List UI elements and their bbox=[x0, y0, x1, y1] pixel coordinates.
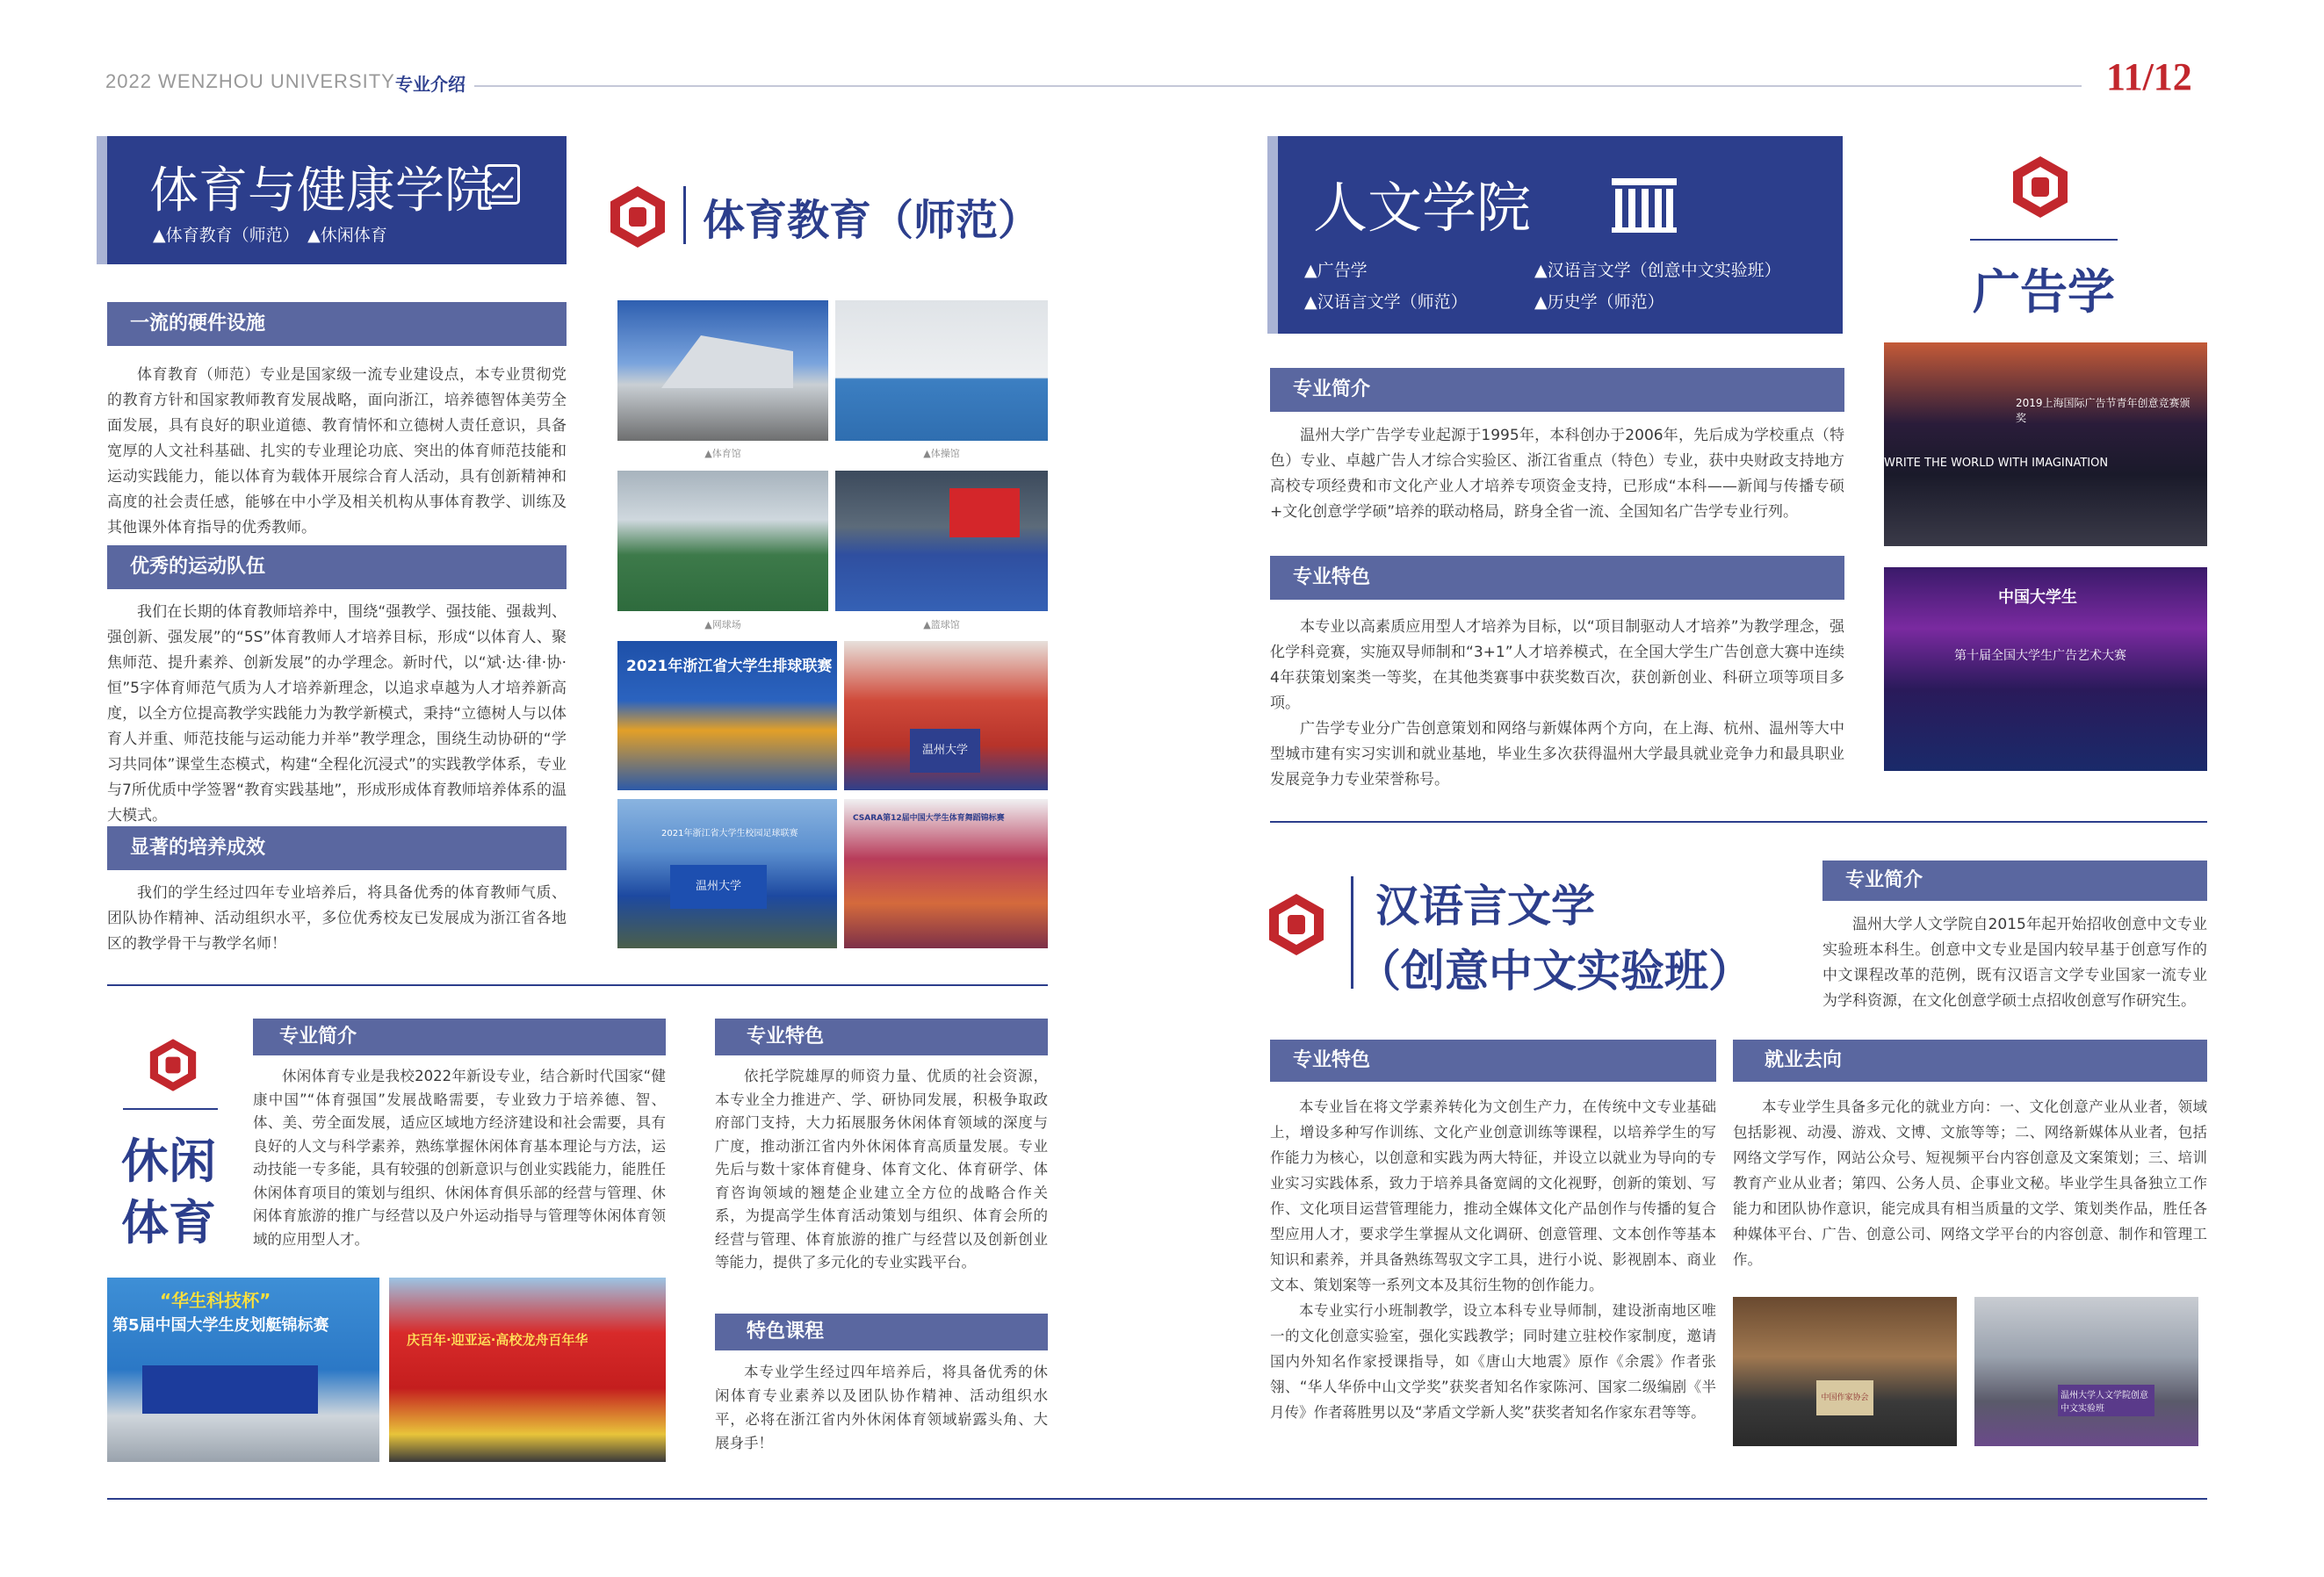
cn-section-feature: 专业特色 bbox=[1270, 1040, 1716, 1082]
humanities-major-cn-creative: ▲汉语言文学（创意中文实验班） bbox=[1534, 261, 1781, 280]
photo-banner-text: 2021年浙江省大学生排球联赛 bbox=[626, 658, 833, 675]
caption-tennis: ▲网球场 bbox=[704, 619, 741, 630]
section-results: 显著的培养成效 bbox=[107, 826, 567, 870]
leisure-title-rule bbox=[123, 1108, 218, 1110]
humanities-major-history: ▲历史学（师范） bbox=[1534, 292, 1664, 312]
photo-gym bbox=[617, 300, 828, 441]
photo-ad-award bbox=[1884, 342, 2207, 546]
photo-cn-banner: 温州大学人文学院创意中文实验班 bbox=[2058, 1385, 2154, 1416]
photo-cn-plaque: 中国作家协会 bbox=[1816, 1380, 1873, 1415]
humanities-college-banner bbox=[1278, 136, 1843, 334]
text-results: 我们的学生经过四年专业培养后，将具备优秀的体育教师气质、团队协作精神、活动组织水平，多位优秀校友已发展成为浙江省各地区的教学骨干与教学名师！ bbox=[107, 884, 567, 953]
leisure-text-intro: 休闲体育专业是我校2022年新设专业，结合新时代国家“健康中国”“体育强国”发展战略需要，专业致力于培养德、智、体、美、劳全面发展，适应区域地方经济建设和社会需要，具有良好的人文与科学素养，熟练掌握休闲体育基本理论与方法，运动技能一专多能，具有较强的创新意识与创业实践能力，能胜任休闲体育项目的策划与组织、休闲体育俱乐部的经营与管理、休闲体育旅游的推广与经营以及户外运动指导与管理等休闲体育领域的应用型人才。 bbox=[253, 1068, 666, 1248]
sports-college-title: 体育与健康学院 bbox=[149, 162, 494, 220]
cn-title-divider bbox=[1351, 876, 1353, 989]
cn-text-feature: 本专业旨在将文学素养转化为文创生产力，在传统中文专业基础上，增设多种写作训练、文化产业创意训练等课程，以培养学生的写作能力为核心，以创意和实践为两大特征，并设立以就业为导向的专业实习实践体系，致力于培养具备宽阔的文化视野，创新的策划、写作、文化项目运营管理能力，推动全媒体文化产品创作与传播的复合型应用人才，要求学生掌握从文化调研、创意管理、文本创作等基本知识和素养，并具备熟练驾驭文字工具，进行小说、影视剧本、商业文本、策划案等一系列文本及其衍生物的创作能力。 本专业实行小班制教学，设立本科专业导师制，建设浙南地区唯一的文化创意实验室，强化实践教学；同时建立驻校作家制度，邀请国内外知名作家授课指导，如《唐山大地震》原作《余震》作者张翎、“华人华侨中山文学奖”获奖者知名作家陈河、国家二级编剧《半月传》作者蒋胜男以及“茅盾文学新人奖”获奖者知名作家东君等等。 bbox=[1270, 1098, 1716, 1421]
photo-ad-contest-l2: 第十届全国大学生广告艺术大赛 bbox=[1954, 649, 2126, 663]
cn-section-jobs: 就业去向 bbox=[1733, 1040, 2207, 1082]
humanities-major-ad: ▲广告学 bbox=[1304, 261, 1368, 280]
photo-banner-text-2: 2021年浙江省大学生校园足球联赛 bbox=[661, 829, 798, 839]
ad-title-rule bbox=[1970, 239, 2118, 241]
cn-section-intro: 专业简介 bbox=[1822, 861, 2207, 901]
humanities-major-cn-teacher: ▲汉语言文学（师范） bbox=[1304, 292, 1468, 312]
chart-icon bbox=[485, 164, 520, 205]
leisure-title-2: 体育 bbox=[121, 1195, 216, 1250]
photo-basketball bbox=[835, 471, 1048, 611]
ad-section-intro: 专业简介 bbox=[1270, 368, 1844, 412]
caption-gym: ▲体育馆 bbox=[704, 448, 741, 459]
leisure-section-course: 特色课程 bbox=[715, 1314, 1048, 1350]
leisure-text-course: 本专业学生经过四年培养后，将具备优秀的休闲体育专业素养以及团队协作精神、活动组织水平，必将在浙江省内外休闲体育领域崭露头角、大展身手！ bbox=[715, 1364, 1048, 1451]
divider-right bbox=[1270, 821, 2207, 823]
major-title-pe: 体育教育（师范） bbox=[703, 196, 1041, 245]
ad-text-feature: 本专业以高素质应用型人才培养为目标，以“项目制驱动人才培养”为教学理念，强化学科竞赛，实施双导师制和“3+1”人才培养模式，在全国大学生广告创意大赛中连续4年获策划案类一等奖，在其他类赛事中获奖数百次，获创新创业、科研立项等项目多项。 广告学专业分广告创意策划和网络与新媒体两个方向，在上海、杭州、温州等大中型城市建有实习实训和就业基地，毕业生多次获得温州大学最具就业竞争力和最具职业发展竞争力专业荣誉称号。 bbox=[1270, 618, 1844, 788]
photo-banner-text-3: CSARA第12届中国大学生体育舞蹈锦标赛 bbox=[853, 814, 1005, 823]
caption-gymnastics: ▲体操馆 bbox=[923, 448, 960, 459]
cn-title-1: 汉语言文学 bbox=[1375, 881, 1595, 932]
leisure-text-feature: 依托学院雄厚的师资力量、优质的社会资源，本专业全力推进产、学、研协同发展，积极争取政府部门支持，大力拓展服务休闲体育领域的深度与广度，推动浙江省内外休闲体育高质量发展。专业先后与数十家体育健身、体育文化、体育研学、体育咨询领域的翘楚企业建立全方位的战略合作关系，为提高学生体育活动策划与组织、体育会所的经营与管理、体育旅游的推广与经营以及创新创业等能力，提供了多元化的专业实践平台。 bbox=[715, 1068, 1048, 1271]
header-university: 2022 WENZHOU UNIVERSITY bbox=[105, 70, 395, 92]
photo-dance-team bbox=[844, 799, 1048, 948]
photo-volleyball-team bbox=[617, 641, 837, 790]
section-teams: 优秀的运动队伍 bbox=[107, 545, 567, 589]
header-rule bbox=[474, 85, 2082, 87]
photo-ad-contest-l1: 中国大学生 bbox=[1998, 588, 2077, 607]
leisure-icon bbox=[150, 1039, 197, 1091]
photo-kayak-l2: 第5届中国大学生皮划艇锦标赛 bbox=[112, 1316, 329, 1335]
leisure-section-feature: 专业特色 bbox=[715, 1019, 1048, 1055]
cn-text-intro: 温州大学人文学院自2015年起开始招收创意中文专业实验班本科生。创意中文专业是国内较早基于创意写作的中文课程改革的范例，既有汉语言文学专业国家一流专业为学科资源，在文化创意学硕士点招收创意写作研究生。 bbox=[1822, 916, 2207, 1010]
ad-title: 广告学 bbox=[1973, 264, 2115, 320]
ad-icon bbox=[2013, 156, 2068, 218]
page-number: 11/12 bbox=[2106, 55, 2192, 98]
sports-college-banner bbox=[107, 136, 567, 264]
photo-team-flag bbox=[844, 641, 1048, 790]
flag-text: 温州大学 bbox=[910, 729, 980, 773]
photo-kayak-l1: “华生科技杯” bbox=[160, 1290, 271, 1311]
header-section: 专业介绍 bbox=[395, 74, 466, 95]
photo-gymnastics bbox=[835, 300, 1048, 441]
bottom-rule bbox=[107, 1498, 2207, 1500]
photo-tennis bbox=[617, 471, 828, 611]
cn-icon bbox=[1269, 894, 1324, 955]
sports-majors: ▲体育教育（师范） ▲休闲体育 bbox=[153, 226, 387, 245]
cn-title-2: （创意中文实验班） bbox=[1357, 946, 1752, 997]
columns-icon bbox=[1610, 178, 1678, 236]
divider-left bbox=[107, 984, 1048, 986]
text-teams: 我们在长期的体育教师培养中，围绕“强教学、强技能、强裁判、强创新、强发展”的“5S”体育教师人才培养目标，形成“以体育人、聚焦师范、提升素养、创新发展”的办学理念。新时代，以“斌·达·律·协·恒”5字体育师范气质为人才培养新理念，以追求卓越为人才培养新高度，以全方位提高教学实践能力为教学新模式，秉持“立德树人与以体育人并重、师范技能与运动能力并举”教学理念，围绕生动协研的“学习共同体”课堂生态模式，构建“全程化沉浸式”的实践教学体系，专业与7所优质中学签署“教育实践基地”，形成形成体育教师培养体系的温大模式。 bbox=[107, 603, 567, 825]
photo-football-team bbox=[617, 799, 837, 948]
flag-text-2: 温州大学 bbox=[670, 865, 767, 909]
cn-text-jobs: 本专业学生具备多元化的就业方向：一、文化创意产业从业者，领域包括影视、动漫、游戏、文博、文旅等等；二、网络新媒体从业者，包括网络文学写作，网站公众号、短视频平台内容创意及文案策划；三、培训教育产业从业者；第四、公务人员、企事业文秘。毕业学生具备独立工作能力和团队协作意识，能完成具有相当质量的文学、策划类作品，胜任各种媒体平台、广告、创意公司、网络文学平台的内容创意、制作和管理工作。 bbox=[1733, 1098, 2207, 1268]
photo-ad-award-bg: WRITE THE WORLD WITH IMAGINATION bbox=[1884, 457, 2109, 470]
photo-cn-class bbox=[1974, 1297, 2198, 1446]
photo-kayak bbox=[107, 1278, 379, 1462]
photo-ad-contest bbox=[1884, 567, 2207, 771]
photo-ad-award-text: 2019上海国际广告节青年创意竞赛颁奖 bbox=[2016, 397, 2190, 424]
ad-section-feature: 专业特色 bbox=[1270, 556, 1844, 600]
ad-text-intro: 温州大学广告学专业起源于1995年，本科创办于2006年，先后成为学校重点（特色）专业、卓越广告人才综合实验区、浙江省重点（特色）专业，获中央财政支持地方高校专项经费和市文化产业人才培养专项资金支持，已形成“本科——新闻与传播专硕+文化创意学学硕”培养的联动格局，跻身全省一流、全国知名广告学专业行列。 bbox=[1270, 427, 1844, 521]
major-icon bbox=[610, 186, 665, 248]
caption-basketball: ▲篮球馆 bbox=[923, 619, 960, 630]
photo-dragon-boat bbox=[389, 1278, 666, 1462]
title-divider bbox=[683, 186, 686, 244]
photo-dragon-text: 庆百年·迎亚运·高校龙舟百年华 bbox=[407, 1332, 588, 1348]
text-hardware: 体育教育（师范）专业是国家级一流专业建设点，本专业贯彻党的教育方针和国家教师教育发展战略，面向浙江，培养德智体美劳全面发展，具有良好的职业道德、教育情怀和立德树人责任意识，具备宽厚的人文社科基础、扎实的专业理论功底、突出的体育师范技能和运动实践能力，能以体育为载体开展综合育人活动，具有创新精神和高度的社会责任感，能够在中小学及相关机构从事体育教学、训练及其他课外体育指导的优秀教师。 bbox=[107, 366, 567, 536]
leisure-section-intro: 专业简介 bbox=[253, 1019, 666, 1055]
section-hardware: 一流的硬件设施 bbox=[107, 302, 567, 346]
photo-cn-ceremony bbox=[1733, 1297, 1957, 1446]
humanities-college-title: 人文学院 bbox=[1313, 176, 1532, 240]
leisure-title-1: 休闲 bbox=[121, 1134, 216, 1189]
